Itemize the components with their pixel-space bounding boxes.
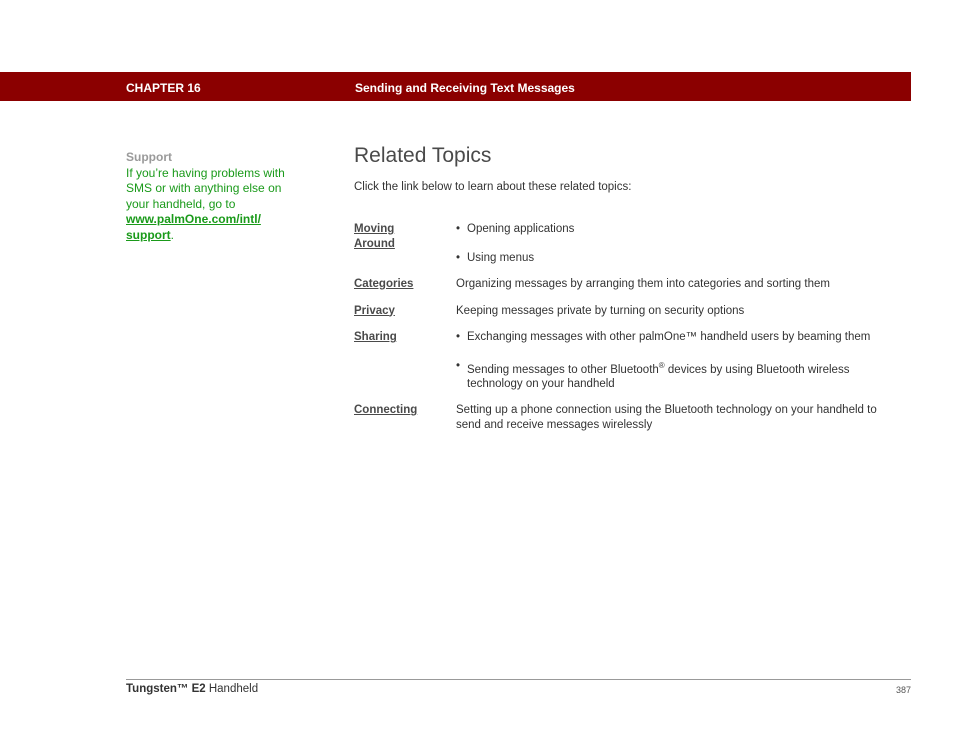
topic-row-moving-around xyxy=(354,222,899,265)
topic-row-privacy xyxy=(354,304,899,319)
sidebar-text-block xyxy=(126,166,301,244)
list-item: • Using menus xyxy=(456,251,535,264)
topic-link-sharing[interactable]: Sharing xyxy=(354,331,397,343)
support-sidebar xyxy=(126,150,301,243)
topic-row-connecting xyxy=(354,403,899,432)
topic-link-moving-line2[interactable]: Around xyxy=(354,237,395,250)
topic-link-privacy[interactable]: Privacy xyxy=(354,304,395,317)
topic-link-moving-around[interactable] xyxy=(354,222,456,265)
page-number: 387 xyxy=(895,685,911,695)
related-topics-list xyxy=(354,222,899,444)
bullet-text: Using menus xyxy=(467,251,535,264)
bullet-text: Sending messages to other Bluetooth® devices by using Bluetooth wireless technology on your handheld xyxy=(467,360,850,390)
topic-row-categories xyxy=(354,277,899,292)
list-item: • Opening applications xyxy=(456,223,575,235)
sidebar-heading: Support xyxy=(126,150,172,164)
support-link[interactable] xyxy=(126,212,261,242)
chapter-header-bar xyxy=(0,72,911,101)
support-link-line2[interactable]: support xyxy=(126,227,171,242)
topic-body-sharing xyxy=(456,330,899,391)
topic-link-categories[interactable]: Categories xyxy=(354,278,414,290)
sidebar-period: . xyxy=(170,227,175,242)
bullet-text: Exchanging messages with other palmOne™ handheld users by beaming them xyxy=(467,331,871,343)
list-item: • Sending messages to other Bluetooth® devices by using Bluetooth wireless technology on your handheld xyxy=(456,359,899,392)
intro-text: Click the link below to learn about these related topics: xyxy=(354,181,632,193)
topic-body-categories: Organizing messages by arranging them into categories and sorting them xyxy=(456,278,830,290)
sidebar-text: If you’re having problems with SMS or with anything else on your handheld, go to xyxy=(126,165,285,211)
topic-body-connecting: Setting up a phone connection using the Bluetooth technology on your handheld to send and receive messages wirelessly xyxy=(456,404,877,431)
topic-link-connecting[interactable]: Connecting xyxy=(354,404,418,417)
topic-body-moving-around xyxy=(456,222,899,265)
footer-divider xyxy=(126,679,911,680)
chapter-label: CHAPTER 16 xyxy=(126,81,201,95)
page-title: Related Topics xyxy=(354,144,492,167)
list-item: • Exchanging messages with other palmOne™ handheld users by beaming them xyxy=(456,331,871,343)
main-content xyxy=(354,144,894,193)
topic-body-privacy: Keeping messages private by turning on security options xyxy=(456,304,745,317)
topic-row-sharing xyxy=(354,330,899,391)
footer-product-name: Tungsten™ E2 Handheld xyxy=(126,683,259,695)
support-link-line1[interactable]: www.palmOne.com/intl/ xyxy=(126,212,261,226)
chapter-title: Sending and Receiving Text Messages xyxy=(355,81,575,95)
bullet-text: Opening applications xyxy=(467,223,575,235)
topic-link-moving-line1[interactable]: Moving xyxy=(354,223,395,235)
